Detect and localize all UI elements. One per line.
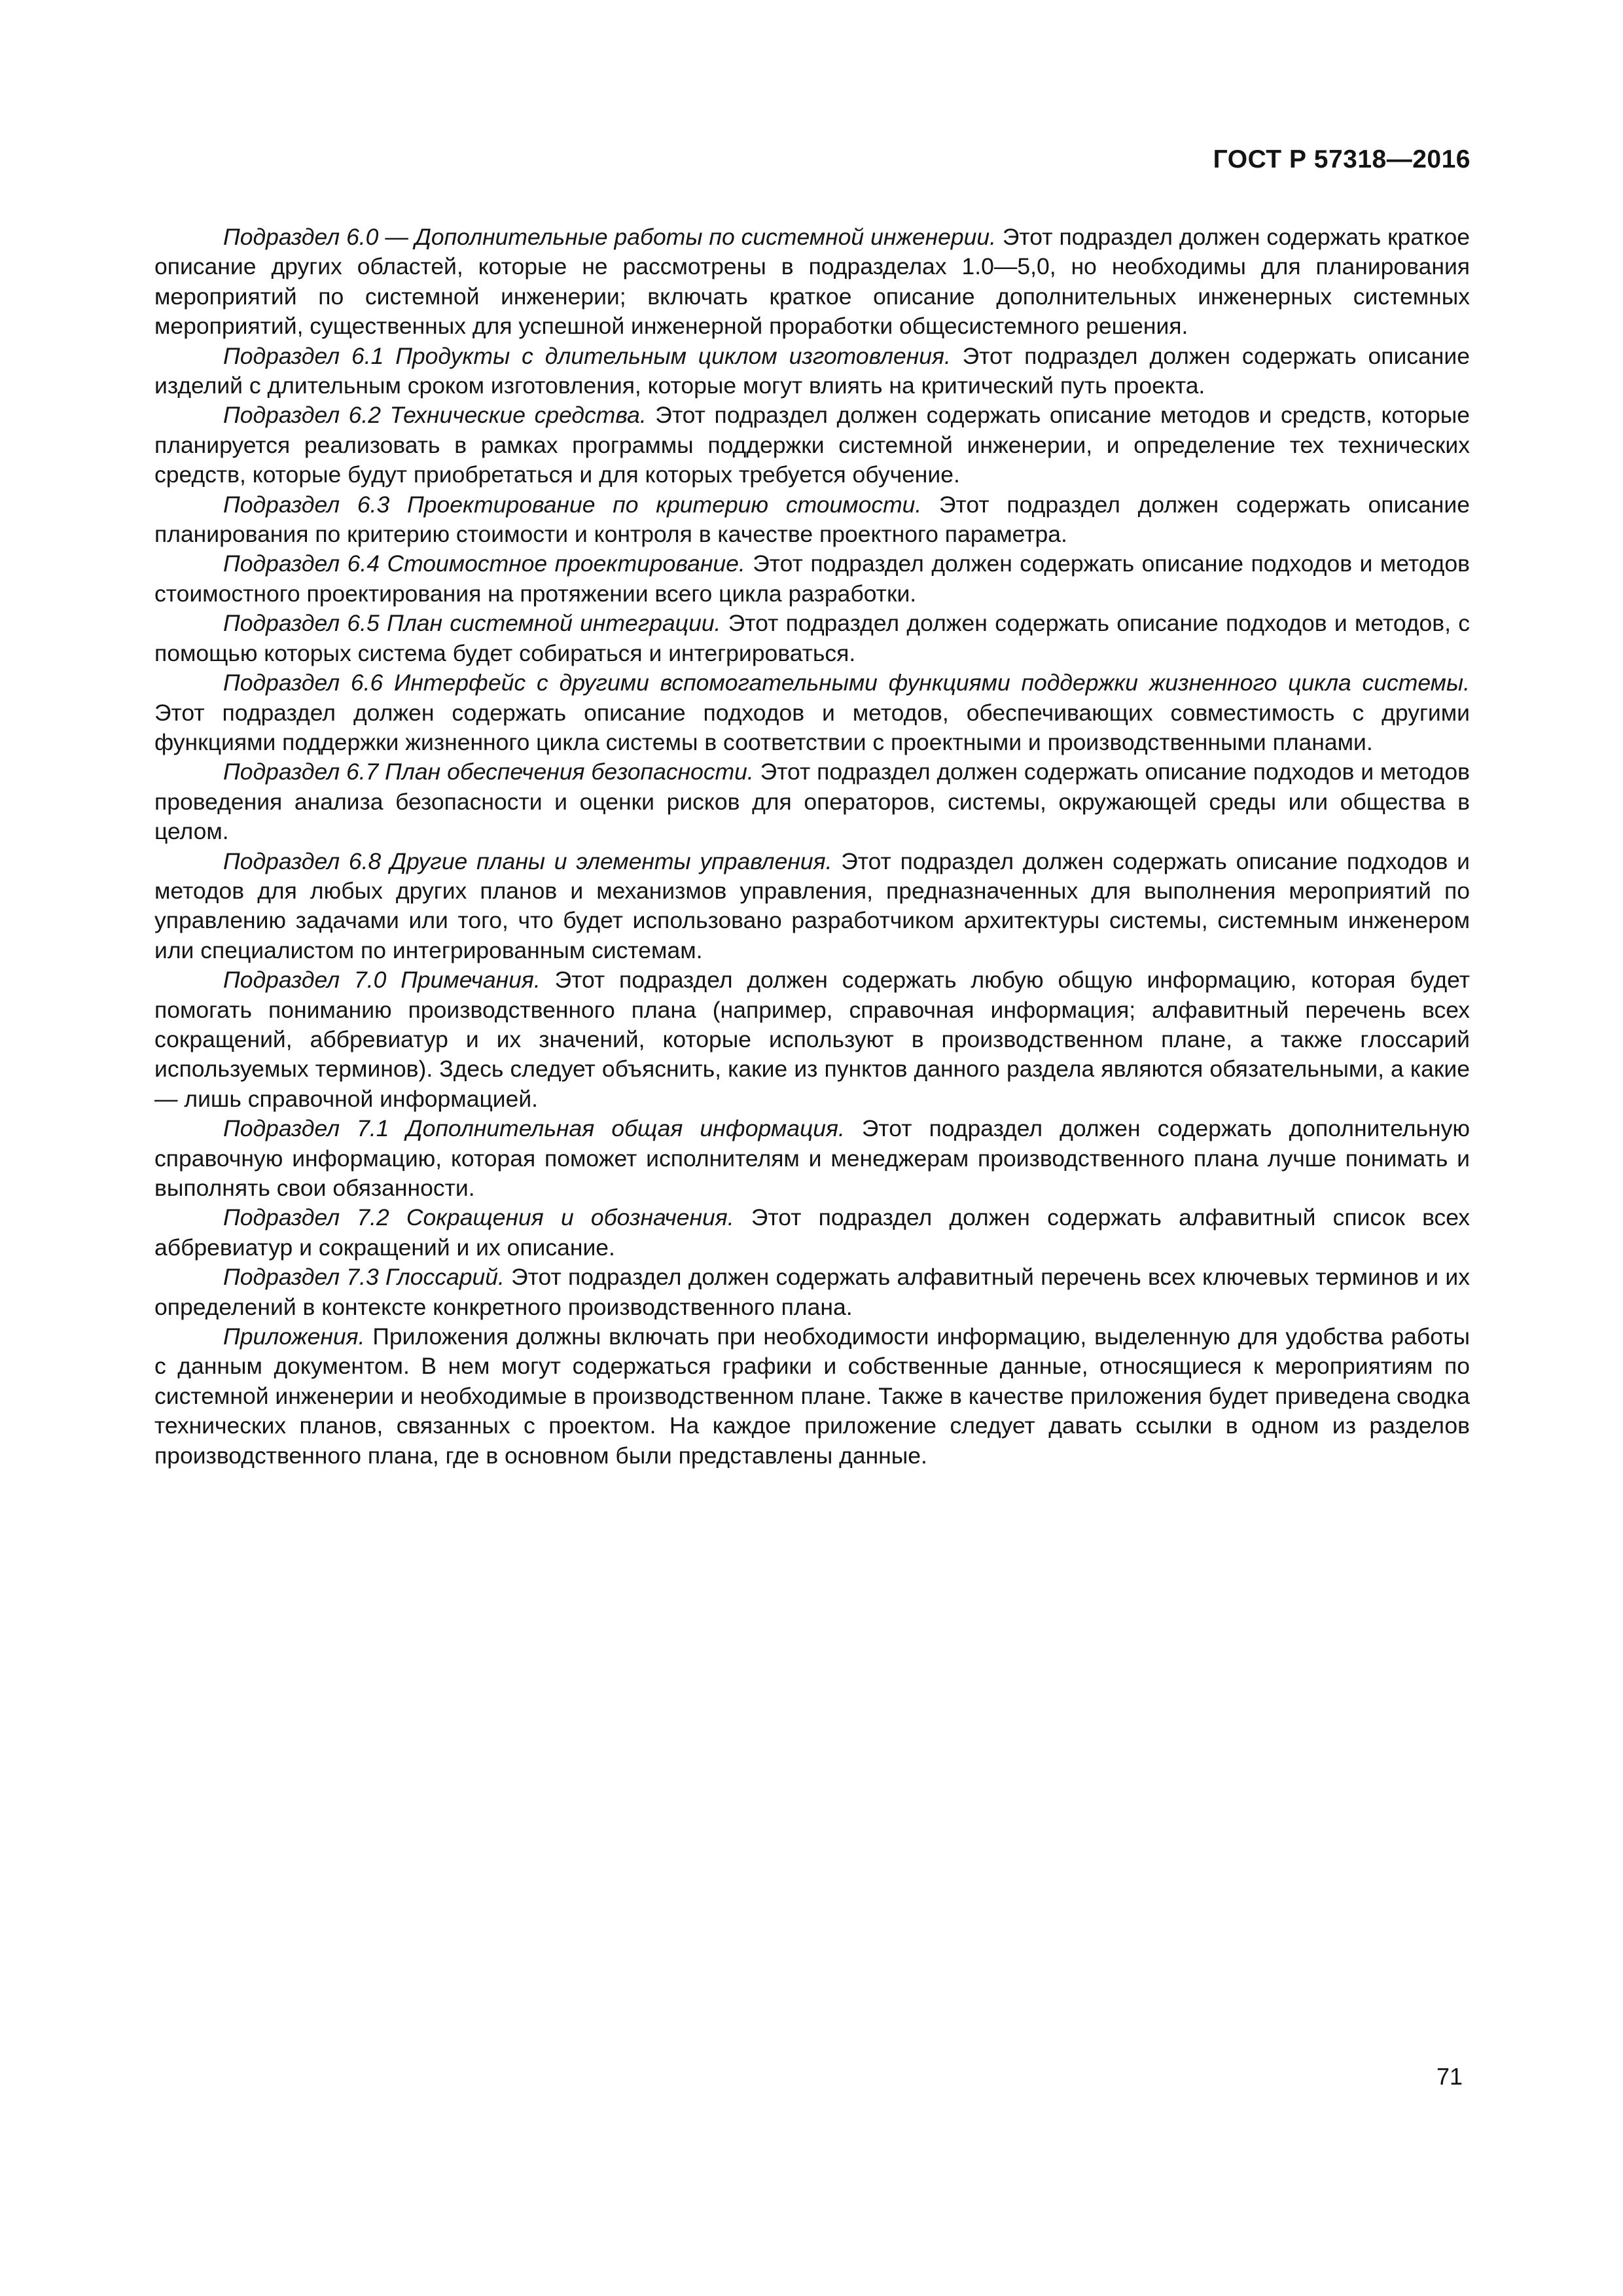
section-title: Приложения. [223, 1323, 365, 1350]
section-6-3 [154, 490, 1470, 550]
section-7-1 [154, 1114, 1470, 1203]
section-title: Подраздел 6.8 Другие планы и элементы управления. [223, 848, 832, 874]
section-text: Этот подраздел должен содержать описание подходов и методов, обеспечивающих совместимость с другими функциями поддержки жизненного цикла системы в соответствии с проектными и производственными планами. [154, 699, 1470, 755]
section-text: Этот подраздел должен содержать алфавитный список всех аббревиатур и сокращений и их описание. [154, 1204, 1471, 1261]
section-text: Этот подраздел должен содержать краткое описание других областей, которые не рассмотрены в подразделах 1.0—5,0, но необходимы для планирования мероприятий по системной инженерии; включать краткое описание дополнительных инженерных системных мероприятий, существенных для успешной инженерной проработки общесистемного решения. [154, 224, 1470, 340]
section-text: Этот подраздел должен содержать описание подходов и методов для любых других планов и механизмов управления, предназначенных для выполнения мероприятий по управлению задачами или того, что будет использовано разработчиком архитектуры системы, системным инженером или специалистом по интегрированным системам. [154, 848, 1471, 963]
section-text: Этот подраздел должен содержать описание методов и средств, которые планируется реализовать в рамках программы поддержки системной инженерии, и определение тех технических средств, которые будут приобретаться и для которых требуется обучение. [154, 402, 1470, 488]
section-text: Этот подраздел должен содержать алфавитный перечень всех ключевых терминов и их определений в контексте конкретного производственного плана. [154, 1264, 1470, 1320]
section-6-8 [154, 847, 1470, 966]
section-text: Этот подраздел должен содержать описание подходов и методов стоимостного проектирования на протяжении всего цикла разработки. [154, 550, 1470, 607]
section-title: Подраздел 7.0 Примечания. [223, 967, 541, 994]
section-title: Подраздел 6.4 Стоимостное проектирование. [223, 550, 745, 577]
section-text: Этот подраздел должен содержать описание подходов и методов, с помощью которых система будет собираться и интегрироваться. [154, 610, 1471, 666]
page-number: 71 [1436, 2063, 1463, 2090]
section-7-2 [154, 1203, 1470, 1263]
section-text: Этот подраздел должен содержать описание подходов и методов проведения анализа безопасности и оценки рисков для операторов, системы, окружающей среды или общества в целом. [154, 759, 1470, 845]
section-title: Подраздел 6.1 Продукты с длительным циклом изготовления. [223, 342, 951, 369]
section-6-0 [154, 223, 1470, 342]
document-body [154, 223, 1470, 1471]
document-standard-id: ГОСТ Р 57318—2016 [1213, 145, 1471, 173]
section-title: Подраздел 7.2 Сокращения и обозначения. [223, 1204, 734, 1231]
section-6-7 [154, 757, 1470, 846]
section-title: Подраздел 6.0 — Дополнительные работы по системной инженерии. [223, 224, 996, 250]
section-title: Подраздел 7.1 Дополнительная общая информация. [223, 1115, 845, 1142]
section-text: Этот подраздел должен содержать описание планирования по критерию стоимости и контроля в качестве проектного параметра. [154, 491, 1470, 548]
section-title: Подраздел 6.2 Технические средства. [223, 402, 647, 429]
section-appendices [154, 1322, 1470, 1471]
section-6-4 [154, 549, 1470, 609]
section-text: Этот подраздел должен содержать описание изделий с длительным сроком изготовления, которые могут влиять на критический путь проекта. [154, 342, 1470, 399]
section-7-0 [154, 965, 1470, 1114]
section-title: Подраздел 6.7 План обеспечения безопасности. [223, 759, 754, 785]
section-text: Приложения должны включать при необходимости информацию, выделенную для удобства работы с данным документом. В нем могут содержаться графики и собственные данные, относящиеся к мероприятиям по системной инженерии и необходимые в производственном плане. Также в качестве приложения будет приведена сводка технических планов, связанных с проектом. На каждое приложение следует давать ссылки в одном из разделов производственного плана, где в основном были представлены данные. [154, 1323, 1470, 1469]
section-text: Этот подраздел должен содержать любую общую информацию, которая будет помогать пониманию производственного плана (например, справочная информация; алфавитный перечень всех сокращений, аббревиатур и их значений, которые используют в производственном плане, а также глоссарий используемых терминов). Здесь следует объяснить, какие из пунктов данного раздела являются обязательными, а какие — лишь справочной информацией. [154, 967, 1470, 1112]
section-6-1 [154, 342, 1470, 401]
section-6-5 [154, 609, 1470, 668]
section-title: Подраздел 6.3 Проектирование по критерию стоимости. [223, 491, 922, 518]
section-7-3 [154, 1263, 1470, 1322]
section-title: Подраздел 6.5 План системной интеграции. [223, 610, 721, 637]
section-text: Этот подраздел должен содержать дополнительную справочную информацию, которая поможет исполнителям и менеджерам производственного плана лучше понимать и выполнять свои обязанности. [154, 1115, 1470, 1201]
section-6-6 [154, 668, 1470, 757]
section-6-2 [154, 401, 1470, 490]
section-title: Подраздел 7.3 Глоссарий. [223, 1264, 505, 1291]
section-title: Подраздел 6.6 Интерфейс с другими вспомогательными функциями поддержки жизненного цикла системы. [223, 670, 1470, 696]
